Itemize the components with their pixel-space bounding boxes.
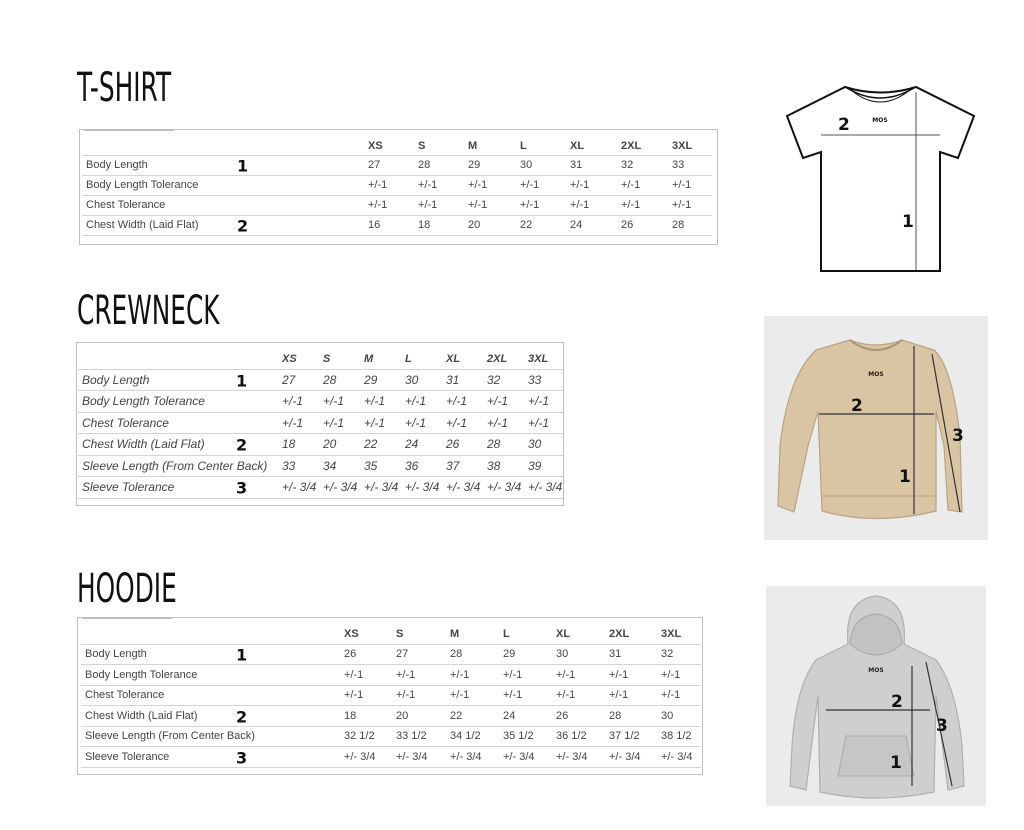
hoodie-size-header: M <box>446 624 499 644</box>
size-value: 35 1/2 <box>499 726 552 747</box>
crewneck-size-header: S <box>319 349 360 369</box>
row-marker: 1 <box>236 645 248 665</box>
size-value: 28 <box>668 215 712 235</box>
row-marker: 2 <box>236 435 248 455</box>
size-value: +/-1 <box>278 391 319 413</box>
size-value: +/-1 <box>414 175 464 195</box>
size-value: +/-1 <box>401 412 442 434</box>
size-value: +/- 3/4 <box>278 477 319 499</box>
row-label-text: Body Length Tolerance <box>86 179 199 191</box>
size-value: 32 <box>657 644 701 665</box>
size-value: +/- 3/4 <box>605 747 657 768</box>
hoodie-size-header: S <box>392 624 446 644</box>
hoodie-title: HOODIE <box>77 566 177 612</box>
row-marker: 1 <box>237 156 249 176</box>
size-value: +/-1 <box>668 195 712 215</box>
size-value: +/-1 <box>446 665 499 686</box>
table-row <box>82 155 712 175</box>
size-value: +/-1 <box>617 175 668 195</box>
row-label <box>78 455 278 477</box>
size-value: +/-1 <box>668 175 712 195</box>
row-label-text: Sleeve Tolerance <box>82 480 175 495</box>
crewneck-marker-1: 1 <box>899 467 911 487</box>
size-value: +/-1 <box>340 685 392 706</box>
size-value: +/-1 <box>364 175 414 195</box>
row-label <box>82 195 364 215</box>
size-value: 24 <box>566 215 617 235</box>
tshirt-size-header: XS <box>364 137 414 155</box>
row-label-text: Body Length Tolerance <box>85 668 198 681</box>
crewneck-size-header: 3XL <box>524 349 563 369</box>
size-value: +/-1 <box>414 195 464 215</box>
size-value: +/- 3/4 <box>483 477 524 499</box>
hoodie-size-header: XS <box>340 624 392 644</box>
size-value: +/- 3/4 <box>446 747 499 768</box>
tshirt-size-table <box>82 137 712 236</box>
size-value: +/-1 <box>319 391 360 413</box>
row-label-text: Body Length <box>86 159 148 171</box>
table-row <box>78 391 563 413</box>
size-value: 33 <box>668 155 712 175</box>
crewneck-size-header: XL <box>442 349 483 369</box>
row-marker: 2 <box>237 216 249 236</box>
row-label-text: Sleeve Tolerance <box>85 750 170 763</box>
row-marker: 3 <box>236 748 248 768</box>
size-value: 26 <box>617 215 668 235</box>
table-row <box>78 434 563 456</box>
table-row <box>82 215 712 235</box>
size-value: 20 <box>319 434 360 456</box>
size-value: 26 <box>552 706 605 727</box>
row-label-text: Sleeve Length (From Center Back) <box>85 730 255 743</box>
size-value: +/- 3/4 <box>319 477 360 499</box>
size-value: +/- 3/4 <box>524 477 563 499</box>
size-value: 32 1/2 <box>340 726 392 747</box>
size-value: 22 <box>446 706 499 727</box>
crewneck-size-header: XS <box>278 349 319 369</box>
tshirt-size-header: S <box>414 137 464 155</box>
hoodie-header-row <box>81 624 701 644</box>
size-value: 20 <box>392 706 446 727</box>
size-value: 27 <box>278 369 319 391</box>
size-value: 31 <box>442 369 483 391</box>
size-value: +/-1 <box>483 391 524 413</box>
size-value: +/- 3/4 <box>552 747 605 768</box>
row-label-text: Chest Width (Laid Flat) <box>85 709 198 722</box>
size-value: +/-1 <box>401 391 442 413</box>
row-label <box>78 477 278 499</box>
hoodie-header-blank <box>81 624 340 644</box>
hoodie-size-header: 2XL <box>605 624 657 644</box>
size-value: 18 <box>278 434 319 456</box>
hoodie-illustration <box>766 586 986 806</box>
row-marker: 1 <box>236 371 248 391</box>
size-value: +/-1 <box>360 412 401 434</box>
size-value: 34 1/2 <box>446 726 499 747</box>
size-value: 20 <box>464 215 516 235</box>
row-label <box>81 726 340 747</box>
row-label <box>81 747 340 768</box>
row-marker: 2 <box>236 707 248 727</box>
tshirt-drawing <box>783 78 977 274</box>
size-value: 32 <box>483 369 524 391</box>
size-value: +/-1 <box>566 195 617 215</box>
row-label <box>78 434 278 456</box>
size-value: +/-1 <box>605 665 657 686</box>
crewneck-logo: MOS <box>868 371 884 378</box>
hoodie-size-header: 3XL <box>657 624 701 644</box>
size-value: +/- 3/4 <box>340 747 392 768</box>
size-value: 26 <box>442 434 483 456</box>
size-value: +/- 3/4 <box>392 747 446 768</box>
crewneck-size-header: L <box>401 349 442 369</box>
size-value: 22 <box>516 215 566 235</box>
size-value: +/-1 <box>524 391 563 413</box>
tshirt-marker-1: 1 <box>902 212 914 232</box>
row-label-text: Body Length Tolerance <box>82 394 205 409</box>
crewneck-size-header: M <box>360 349 401 369</box>
tshirt-marker-2: 2 <box>838 115 850 135</box>
size-value: +/-1 <box>499 685 552 706</box>
tshirt-size-header: 3XL <box>668 137 712 155</box>
size-value: 37 <box>442 455 483 477</box>
size-value: +/-1 <box>552 665 605 686</box>
size-value: 29 <box>360 369 401 391</box>
row-label <box>81 706 340 727</box>
size-value: 28 <box>319 369 360 391</box>
table-row <box>81 685 701 706</box>
size-value: +/-1 <box>392 685 446 706</box>
tshirt-logo: MOS <box>872 117 888 124</box>
table-row <box>78 412 563 434</box>
row-label <box>81 685 340 706</box>
size-value: 35 <box>360 455 401 477</box>
size-value: 18 <box>340 706 392 727</box>
size-value: +/-1 <box>524 412 563 434</box>
size-value: 28 <box>605 706 657 727</box>
size-value: +/-1 <box>464 175 516 195</box>
tshirt-header-row <box>82 137 712 155</box>
size-value: 30 <box>401 369 442 391</box>
hoodie-logo: MOS <box>868 667 884 674</box>
size-value: 28 <box>446 644 499 665</box>
row-label <box>82 175 364 195</box>
row-label-text: Chest Tolerance <box>86 199 166 211</box>
row-label-text: Chest Tolerance <box>85 689 165 702</box>
size-value: +/-1 <box>657 685 701 706</box>
size-value: +/- 3/4 <box>401 477 442 499</box>
size-value: 39 <box>524 455 563 477</box>
size-value: 30 <box>552 644 605 665</box>
size-value: +/-1 <box>605 685 657 706</box>
size-value: 31 <box>605 644 657 665</box>
hoodie-marker-1: 1 <box>890 753 902 773</box>
size-value: +/-1 <box>566 175 617 195</box>
crewneck-header-row <box>78 349 563 369</box>
table-row <box>81 726 701 747</box>
size-value: +/-1 <box>516 195 566 215</box>
tshirt-title: T-SHIRT <box>77 65 172 111</box>
size-value: +/-1 <box>499 665 552 686</box>
size-value: 28 <box>414 155 464 175</box>
hoodie-drawing <box>766 586 986 806</box>
size-value: 24 <box>401 434 442 456</box>
size-value: 34 <box>319 455 360 477</box>
table-row <box>78 455 563 477</box>
size-value: 33 1/2 <box>392 726 446 747</box>
row-label-text: Chest Width (Laid Flat) <box>86 219 199 231</box>
row-marker: 3 <box>236 478 248 498</box>
row-label-text: Body Length <box>85 648 147 661</box>
size-value: +/-1 <box>340 665 392 686</box>
hoodie-marker-3: 3 <box>936 716 948 736</box>
size-value: 22 <box>360 434 401 456</box>
size-value: +/-1 <box>483 412 524 434</box>
row-label <box>78 369 278 391</box>
size-value: 31 <box>566 155 617 175</box>
hoodie-size-header: XL <box>552 624 605 644</box>
row-label <box>81 665 340 686</box>
crewneck-illustration <box>764 316 988 540</box>
size-value: 30 <box>516 155 566 175</box>
crewneck-size-header: 2XL <box>483 349 524 369</box>
tshirt-size-header: L <box>516 137 566 155</box>
size-value: +/-1 <box>364 195 414 215</box>
row-label-text: Chest Tolerance <box>82 415 169 430</box>
size-value: 28 <box>483 434 524 456</box>
size-value: 16 <box>364 215 414 235</box>
size-value: +/-1 <box>278 412 319 434</box>
row-label <box>78 391 278 413</box>
size-value: +/- 3/4 <box>499 747 552 768</box>
size-value: +/-1 <box>516 175 566 195</box>
size-value: 26 <box>340 644 392 665</box>
table-row <box>78 369 563 391</box>
size-value: +/-1 <box>617 195 668 215</box>
table-row <box>78 477 563 499</box>
tshirt-illustration <box>783 78 977 274</box>
crewneck-marker-2: 2 <box>851 396 863 416</box>
size-value: 38 1/2 <box>657 726 701 747</box>
size-value: +/-1 <box>319 412 360 434</box>
size-value: +/- 3/4 <box>657 747 701 768</box>
size-value: 32 <box>617 155 668 175</box>
table-row <box>81 665 701 686</box>
size-value: 30 <box>657 706 701 727</box>
size-value: 30 <box>524 434 563 456</box>
table-row <box>82 175 712 195</box>
size-value: +/-1 <box>360 391 401 413</box>
hoodie-size-table <box>81 624 701 768</box>
crewneck-marker-3: 3 <box>952 426 964 446</box>
row-label-text: Body Length <box>82 372 150 387</box>
size-value: 36 <box>401 455 442 477</box>
row-label <box>78 412 278 434</box>
row-label <box>82 215 364 235</box>
size-value: 38 <box>483 455 524 477</box>
hoodie-size-header: L <box>499 624 552 644</box>
size-value: 33 <box>524 369 563 391</box>
row-label <box>82 155 364 175</box>
size-value: 36 1/2 <box>552 726 605 747</box>
size-value: 24 <box>499 706 552 727</box>
size-value: +/-1 <box>552 685 605 706</box>
size-value: 37 1/2 <box>605 726 657 747</box>
tshirt-size-header: 2XL <box>617 137 668 155</box>
size-value: +/-1 <box>446 685 499 706</box>
crewneck-size-table <box>78 349 563 499</box>
size-value: 27 <box>392 644 446 665</box>
row-label-text: Sleeve Length (From Center Back) <box>82 458 268 473</box>
row-label-text: Chest Width (Laid Flat) <box>82 437 205 452</box>
table-row <box>81 747 701 768</box>
size-value: 29 <box>499 644 552 665</box>
table-row <box>81 706 701 727</box>
size-value: +/- 3/4 <box>360 477 401 499</box>
hoodie-marker-2: 2 <box>891 692 903 712</box>
size-value: +/-1 <box>464 195 516 215</box>
size-value: +/-1 <box>392 665 446 686</box>
tshirt-size-header: M <box>464 137 516 155</box>
size-value: +/-1 <box>442 391 483 413</box>
size-value: 27 <box>364 155 414 175</box>
size-value: +/-1 <box>657 665 701 686</box>
tshirt-header-blank <box>82 137 364 155</box>
size-value: +/-1 <box>442 412 483 434</box>
crewneck-title: CREWNECK <box>77 288 220 334</box>
size-value: 29 <box>464 155 516 175</box>
size-value: 18 <box>414 215 464 235</box>
size-value: +/- 3/4 <box>442 477 483 499</box>
crewneck-header-blank <box>78 349 278 369</box>
table-row <box>81 644 701 665</box>
row-label <box>81 644 340 665</box>
tshirt-size-header: XL <box>566 137 617 155</box>
table-row <box>82 195 712 215</box>
size-value: 33 <box>278 455 319 477</box>
